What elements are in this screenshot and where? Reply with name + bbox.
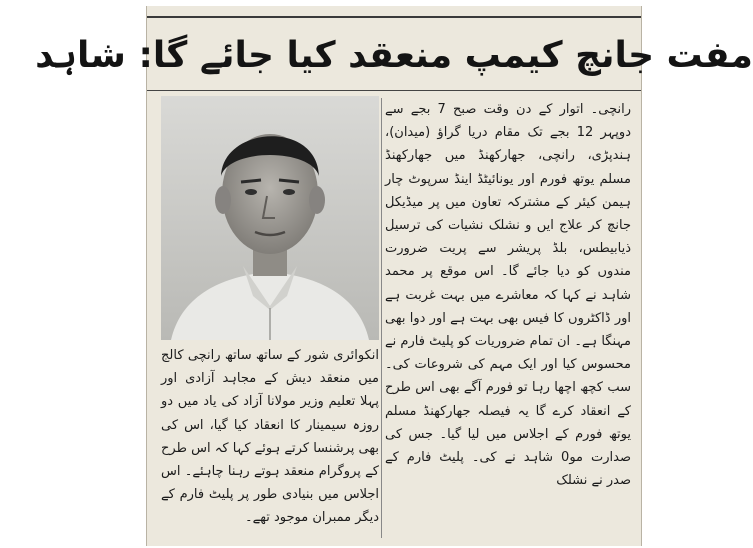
article-body-left-column: انکوائری شور کے ساتھ ساتھ رانچی کالج میں منعقد دیش کے مجاہد آزادی اور پہلا تعلیم وزیر مولانا آزاد کی یاد میں دو روزہ سیمینار کا انعقاد کیا گیا، اس کی بھی پرشنسا کرتے ہوئے کہا کہ اس طرح کے پروگرام منعقد ہوتے رہنا چاہئے۔ اس اجلاس میں بنیادی طور پر پلیٹ فارم کے دیگر ممبران موجود تھے۔ <box>161 348 379 526</box>
article-body-right-column: رانچی۔ اتوار کے دن وقت صبح 7 بجے سے دوپہر 12 بجے تک مقام دریا گراؤ (میدان)، ہندپڑی، رانچی، جھارکھنڈ میں جھارکھنڈ مسلم یوتھ فورم اور یونائیٹڈ اینڈ سرپوٹ چار ہیمن کیئر کے مشترکہ تعاون میں پر میڈیکل جانچ کر علاج ایں و نشلک نشیات کی ترسیل ذیابیطس، بلڈ پریشر سے پریت ضرورت مندوں کو دیا جائے گا۔ اس موقع پر محمد شاہد نے کہا کہ معاشرے میں بہت غربت ہے اور ڈاکٹروں کا فیس بھی بہت ہے اور دوا بھی مہنگا ہے۔ ان تمام ضروریات کو پلیٹ فارم نے محسوس کیا اور ایک مہم کی شروعات کی۔ سب کچھ اچھا رہا تو فورم آگے بھی اس طرح کے انعقاد کرے گا یہ فیصلہ جھارکھنڈ مسلم یوتھ فورم کے اجلاس میں لیا گیا۔ جس کی صدارت مو0 شاہد نے کی۔ پلیٹ فارم کے صدر نے نشلک <box>385 102 631 489</box>
column-divider <box>381 98 382 538</box>
article-headline: مفت جانچ کیمپ منعقد کیا جائے گا: شاہد <box>35 34 753 76</box>
headline-rule <box>147 90 641 91</box>
portrait-image <box>161 96 379 340</box>
portrait-photo <box>161 96 379 340</box>
top-rule <box>147 16 641 18</box>
newspaper-clipping <box>35 6 753 546</box>
